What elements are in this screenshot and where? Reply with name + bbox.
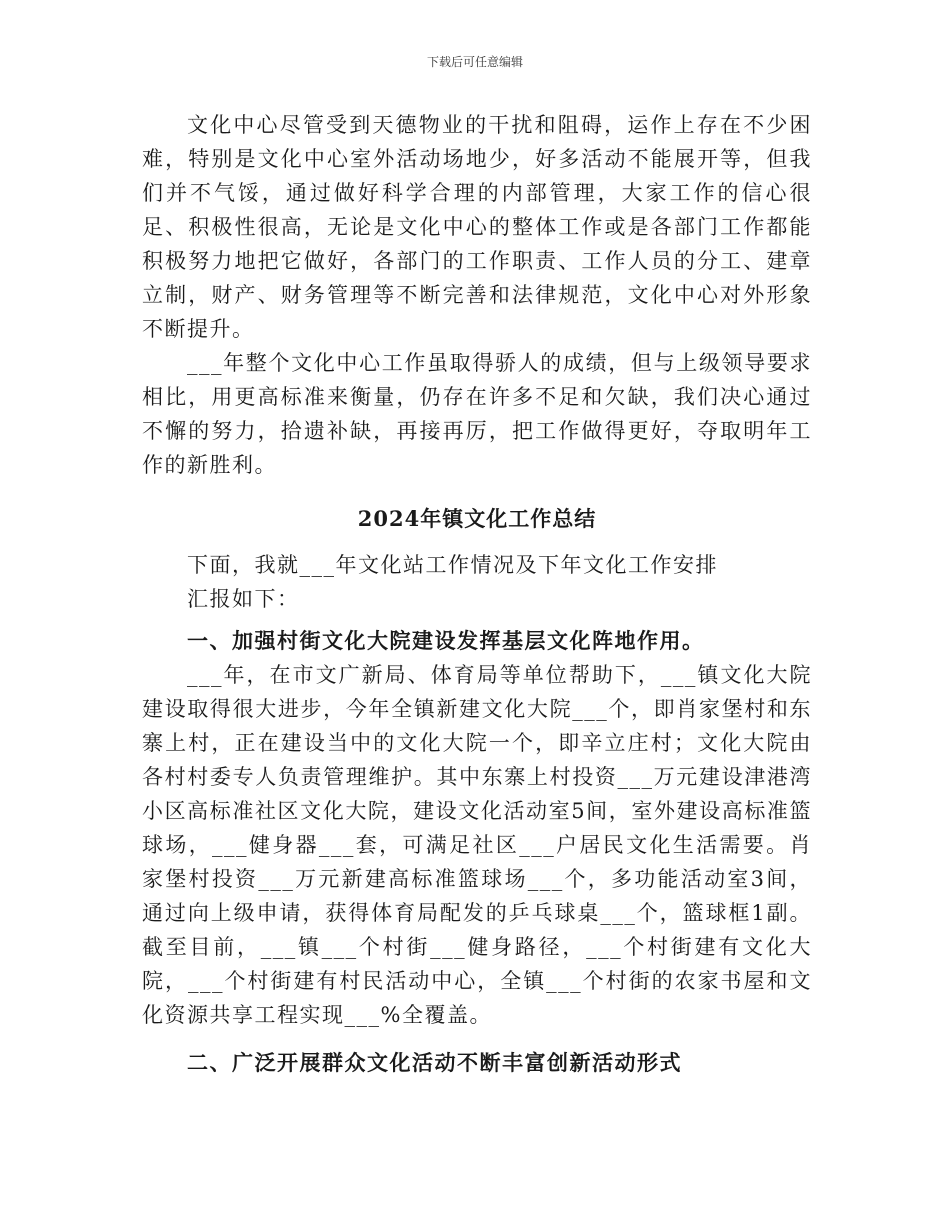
intro-line-2: 汇报如下： xyxy=(187,587,300,611)
intro-line-1: 下面，我就___年文化站工作情况及下年文化工作安排 xyxy=(187,553,718,577)
section-2-heading: 二、广泛开展群众文化活动不断丰富创新活动形式 xyxy=(187,1050,682,1075)
paragraph-culture-center: 文化中心尽管受到天德物业的干扰和阻碍，运作上存在不少困难，特别是文化中心室外活动场地少，好多活动不能展开等，但我们并不气馁，通过做好科学合理的内部管理，大家工作的信心很足、积极性很高，无论是文化中心的整体工作或是各部门工作都能积极努力地把它做好，各部门的工作职责、工作人员的分工、建章立制，财产、财务管理等不断完善和法律规范，文化中心对外形象不断提升。 xyxy=(142,113,812,341)
section-1-body: ___年，在市文广新局、体育局等单位帮助下，___镇文化大院建设取得很大进步，今年全镇新建文化大院___个，即肖家堡村和东寨上村，正在建设当中的文化大院一个，即辛立庄村；文化大院由各村村委专人负责管理维护。其中东寨上村投资___万元建设津港湾小区高标准社区文化大院，建设文化活动室5间，室外建设高标准篮球场，___健身器___套，可满足社区___户居民文化生活需要。肖家堡村投资___万元新建高标准篮球场___个，多功能活动室3间，通过向上级申请，获得体育局配发的乒乓球桌___个，篮球框1副。截至目前，___镇___个村街___健身路径，___个村街建有文化大院，___个村街建有村民活动中心，全镇___个村街的农家书屋和文化资源共享工程实现___%全覆盖。 xyxy=(142,663,812,1027)
section-1-heading: 一、加强村街文化大院建设发挥基层文化阵地作用。 xyxy=(187,628,705,653)
document-title: 2024年镇文化工作总结 xyxy=(357,506,597,531)
page-header: 下载后可任意编辑 xyxy=(426,55,523,69)
document-body xyxy=(142,108,812,1080)
paragraph-year-summary: ___年整个文化中心工作虽取得骄人的成绩，但与上级领导要求相比，用更高标准来衡量，仍存在许多不足和欠缺，我们决心通过不懈的努力，拾遗补缺，再接再厉，把工作做得更好，夺取明年工作的新胜利。 xyxy=(142,351,812,477)
